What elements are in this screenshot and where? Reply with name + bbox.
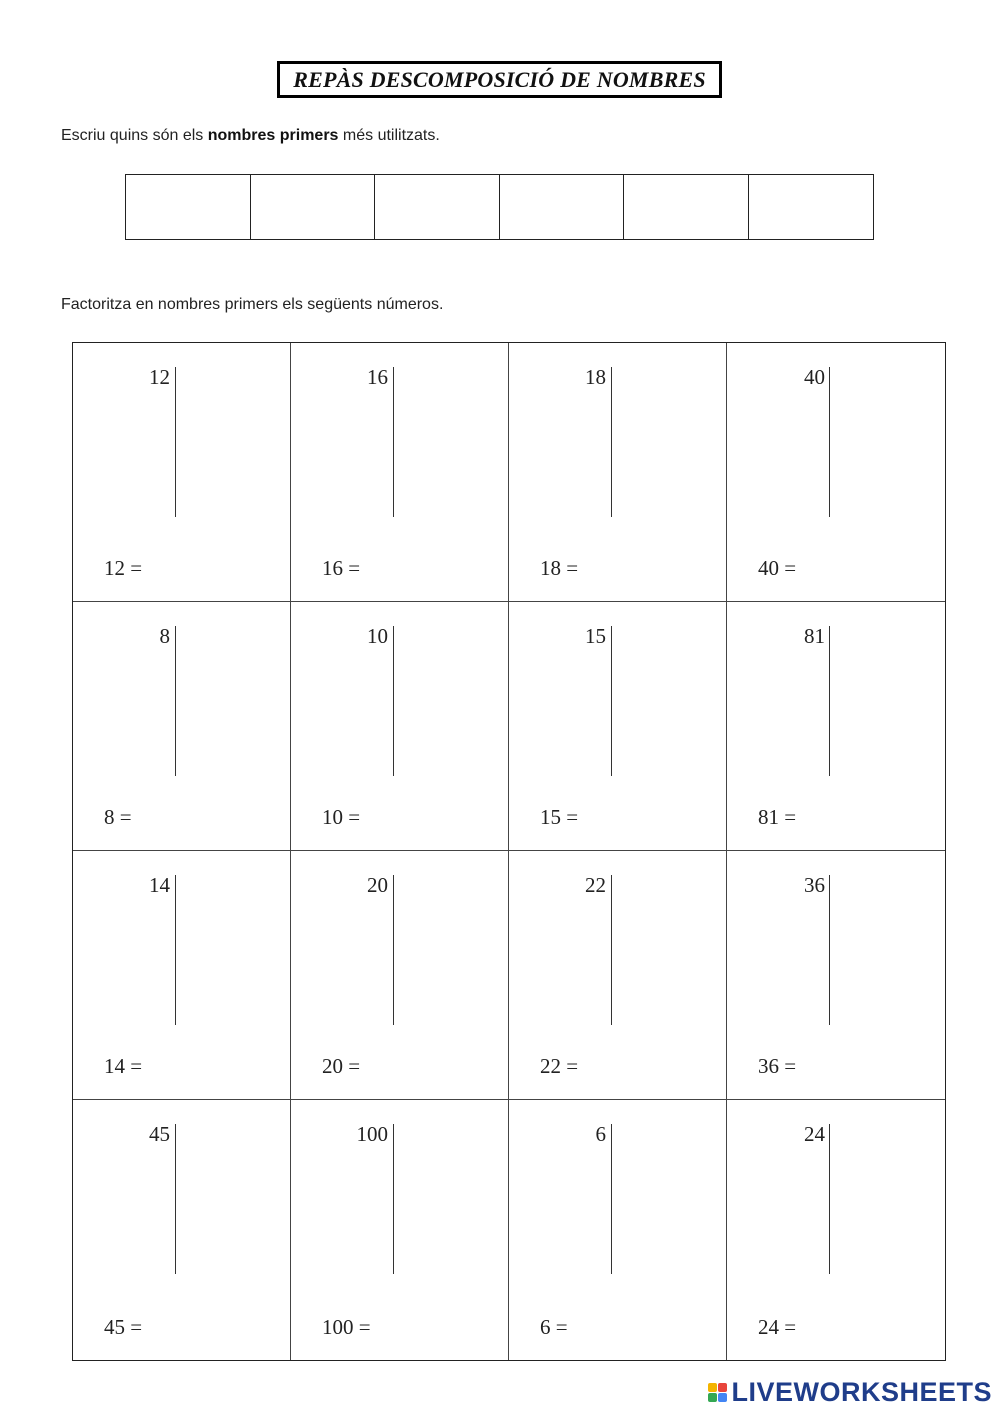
factorization-cell bbox=[509, 343, 727, 602]
number-to-factor: 16 bbox=[367, 365, 388, 389]
factorization-cell bbox=[73, 602, 291, 851]
number-to-factor: 18 bbox=[585, 365, 606, 389]
factorization-cell bbox=[509, 602, 727, 851]
prime-answer-row bbox=[125, 174, 874, 240]
logo-square bbox=[718, 1383, 727, 1392]
factorization-grid bbox=[72, 342, 946, 1361]
factorization-result bbox=[540, 1315, 628, 1340]
result-number: 100 bbox=[322, 1315, 354, 1339]
result-number: 18 bbox=[540, 556, 561, 580]
factorization-result bbox=[322, 805, 420, 830]
number-to-factor: 40 bbox=[804, 365, 825, 389]
logo-square bbox=[708, 1383, 717, 1392]
factorization-result bbox=[104, 1054, 202, 1079]
division-line[interactable] bbox=[829, 875, 830, 1025]
logo-square bbox=[718, 1393, 727, 1402]
result-number: 40 bbox=[758, 556, 779, 580]
number-to-factor: 6 bbox=[595, 1122, 606, 1146]
page-title: REPÀS DESCOMPOSICIÓ DE NOMBRES bbox=[293, 66, 706, 92]
factorization-result bbox=[322, 1054, 420, 1079]
number-to-factor: 81 bbox=[804, 624, 825, 648]
instruction-factorize: Factoritza en nombres primers els següents números. bbox=[61, 296, 444, 313]
prime-answer-box[interactable] bbox=[500, 175, 625, 239]
equals-sign: = bbox=[130, 556, 143, 580]
factorization-cell bbox=[509, 851, 727, 1100]
equals-sign: = bbox=[784, 1054, 797, 1078]
equals-sign: = bbox=[566, 1054, 579, 1078]
equals-sign: = bbox=[348, 1054, 361, 1078]
division-line[interactable] bbox=[393, 1124, 394, 1274]
division-line[interactable] bbox=[829, 367, 830, 517]
equals-sign: = bbox=[784, 556, 797, 580]
division-line[interactable] bbox=[393, 875, 394, 1025]
instruction-primes-before: Escriu quins són els bbox=[61, 127, 208, 144]
division-line[interactable] bbox=[829, 1124, 830, 1274]
result-number: 12 bbox=[104, 556, 125, 580]
prime-answer-box[interactable] bbox=[251, 175, 376, 239]
equals-sign: = bbox=[555, 1315, 568, 1339]
factorization-cell bbox=[73, 343, 291, 602]
result-number: 36 bbox=[758, 1054, 779, 1078]
equals-sign: = bbox=[358, 1315, 371, 1339]
result-number: 45 bbox=[104, 1315, 125, 1339]
result-number: 10 bbox=[322, 805, 343, 829]
number-to-factor: 20 bbox=[367, 873, 388, 897]
factorization-cell bbox=[727, 602, 945, 851]
division-line[interactable] bbox=[175, 367, 176, 517]
result-number: 22 bbox=[540, 1054, 561, 1078]
factorization-result bbox=[758, 1315, 856, 1340]
factorization-result bbox=[758, 556, 856, 581]
factorization-result bbox=[540, 1054, 638, 1079]
division-line[interactable] bbox=[611, 875, 612, 1025]
division-line[interactable] bbox=[393, 626, 394, 776]
number-to-factor: 100 bbox=[356, 1122, 388, 1146]
factorization-cell bbox=[73, 1100, 291, 1360]
division-line[interactable] bbox=[175, 875, 176, 1025]
equals-sign: = bbox=[784, 805, 797, 829]
factorization-result bbox=[758, 805, 856, 830]
number-to-factor: 36 bbox=[804, 873, 825, 897]
factorization-result bbox=[322, 1315, 431, 1340]
number-to-factor: 10 bbox=[367, 624, 388, 648]
result-number: 16 bbox=[322, 556, 343, 580]
equals-sign: = bbox=[130, 1315, 143, 1339]
number-to-factor: 15 bbox=[585, 624, 606, 648]
number-to-factor: 24 bbox=[804, 1122, 825, 1146]
factorization-cell bbox=[727, 1100, 945, 1360]
equals-sign: = bbox=[348, 805, 361, 829]
logo-text: LIVEWORKSHEETS bbox=[731, 1376, 992, 1407]
equals-sign: = bbox=[130, 1054, 143, 1078]
number-to-factor: 8 bbox=[159, 624, 170, 648]
number-to-factor: 14 bbox=[149, 873, 170, 897]
factorization-cell bbox=[73, 851, 291, 1100]
result-number: 81 bbox=[758, 805, 779, 829]
result-number: 8 bbox=[104, 805, 115, 829]
instruction-primes-after: més utilitzats. bbox=[338, 127, 440, 144]
result-number: 24 bbox=[758, 1315, 779, 1339]
factorization-result bbox=[322, 556, 420, 581]
number-to-factor: 45 bbox=[149, 1122, 170, 1146]
equals-sign: = bbox=[348, 556, 361, 580]
title-box bbox=[277, 61, 722, 98]
factorization-cell bbox=[727, 851, 945, 1100]
factorization-result bbox=[104, 556, 202, 581]
result-number: 15 bbox=[540, 805, 561, 829]
factorization-cell bbox=[509, 1100, 727, 1360]
prime-answer-box[interactable] bbox=[375, 175, 500, 239]
number-to-factor: 12 bbox=[149, 365, 170, 389]
liveworksheets-logo bbox=[708, 1377, 992, 1407]
factorization-cell bbox=[291, 602, 509, 851]
factorization-result bbox=[540, 556, 638, 581]
division-line[interactable] bbox=[611, 367, 612, 517]
equals-sign: = bbox=[119, 805, 132, 829]
factorization-cell bbox=[291, 851, 509, 1100]
division-line[interactable] bbox=[611, 1124, 612, 1274]
prime-answer-box[interactable] bbox=[749, 175, 874, 239]
liveworksheets-logo-icon bbox=[708, 1383, 727, 1402]
prime-answer-box[interactable] bbox=[624, 175, 749, 239]
factorization-result bbox=[104, 805, 192, 830]
factorization-result bbox=[758, 1054, 856, 1079]
factorization-cell bbox=[291, 343, 509, 602]
logo-square bbox=[708, 1393, 717, 1402]
division-line[interactable] bbox=[175, 1124, 176, 1274]
factorization-result bbox=[540, 805, 638, 830]
division-line[interactable] bbox=[829, 626, 830, 776]
equals-sign: = bbox=[784, 1315, 797, 1339]
factorization-cell bbox=[727, 343, 945, 602]
factorization-cell bbox=[291, 1100, 509, 1360]
result-number: 6 bbox=[540, 1315, 551, 1339]
instruction-primes bbox=[61, 127, 440, 145]
result-number: 14 bbox=[104, 1054, 125, 1078]
number-to-factor: 22 bbox=[585, 873, 606, 897]
prime-answer-box[interactable] bbox=[126, 175, 251, 239]
division-line[interactable] bbox=[393, 367, 394, 517]
instruction-primes-bold: nombres primers bbox=[207, 127, 339, 144]
result-number: 20 bbox=[322, 1054, 343, 1078]
equals-sign: = bbox=[566, 805, 579, 829]
division-line[interactable] bbox=[175, 626, 176, 776]
factorization-result bbox=[104, 1315, 202, 1340]
division-line[interactable] bbox=[611, 626, 612, 776]
equals-sign: = bbox=[566, 556, 579, 580]
